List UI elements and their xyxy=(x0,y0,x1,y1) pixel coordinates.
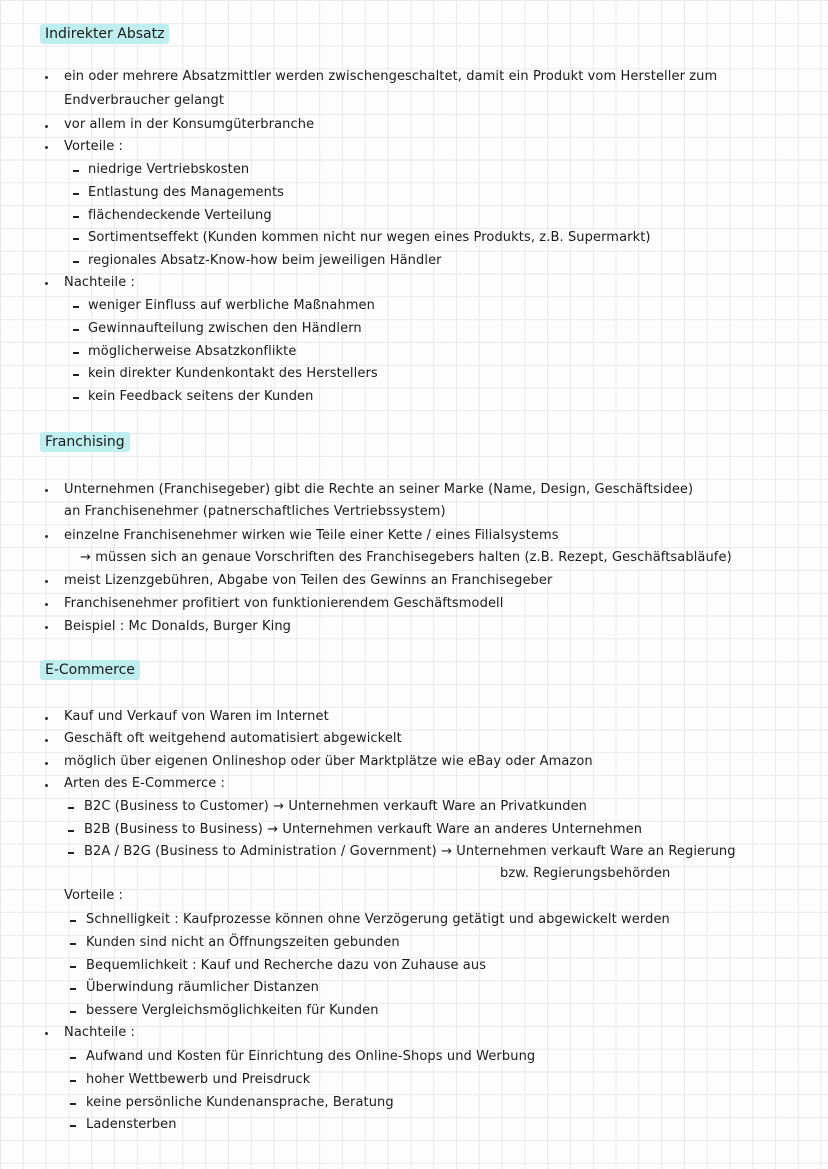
text-line: Unternehmen (Franchisegeber) gibt die Rechte an seiner Marke (Name, Design, Geschäftsidee) xyxy=(64,482,694,497)
list-item: Aufwand und Kosten für Einrichtung des Online-Shops und Werbung xyxy=(86,1049,536,1064)
list-item: keine persönliche Kundenansprache, Beratung xyxy=(86,1095,394,1110)
list-item: möglicherweise Absatzkonflikte xyxy=(88,344,297,359)
section-title-e-commerce: E-Commerce xyxy=(40,660,140,680)
bullet xyxy=(45,76,48,79)
section-title-indirekter-absatz: Indirekter Absatz xyxy=(40,24,169,44)
bullet xyxy=(45,626,48,629)
text-line: Endverbraucher gelangt xyxy=(64,93,225,108)
list-item: Bequemlichkeit : Kauf und Recherche dazu von Zuhause aus xyxy=(86,958,487,973)
list-item: niedrige Vertriebskosten xyxy=(88,162,250,177)
dash xyxy=(73,374,79,376)
list-item: Schnelligkeit : Kaufprozesse können ohne Verzögerung getätigt und abgewickelt werden xyxy=(86,912,670,927)
text-line: → müssen sich an genaue Vorschriften des Franchisegebers halten (z.B. Rezept, Geschäftsabläufe) xyxy=(80,550,732,565)
text-line: meist Lizenzgebühren, Abgabe von Teilen des Gewinns an Franchisegeber xyxy=(64,573,553,588)
dash xyxy=(73,306,79,308)
list-item: B2C (Business to Customer) → Unternehmen verkauft Ware an Privatkunden xyxy=(84,799,588,814)
dash xyxy=(70,943,76,945)
label-vorteile: Vorteile : xyxy=(64,888,124,903)
text-line: bzw. Regierungsbehörden xyxy=(500,866,671,881)
list-item: Kunden sind nicht an Öffnungszeiten gebunden xyxy=(86,935,400,950)
bullet xyxy=(45,125,48,128)
dash xyxy=(70,1125,76,1127)
dash xyxy=(70,988,76,990)
dash xyxy=(73,216,79,218)
dash xyxy=(68,807,74,809)
list-item: regionales Absatz-Know-how beim jeweiligen Händler xyxy=(88,253,442,268)
bullet xyxy=(45,717,48,720)
bullet xyxy=(45,580,48,583)
dash xyxy=(70,1080,76,1082)
list-item: Ladensterben xyxy=(86,1117,177,1132)
dash xyxy=(73,193,79,195)
section-title-franchising: Franchising xyxy=(40,432,130,452)
list-item: flächendeckende Verteilung xyxy=(88,208,272,223)
text-line: Beispiel : Mc Donalds, Burger King xyxy=(64,619,292,634)
text-line: Kauf und Verkauf von Waren im Internet xyxy=(64,709,329,724)
text-line: möglich über eigenen Onlineshop oder über Marktplätze wie eBay oder Amazon xyxy=(64,754,593,769)
bullet xyxy=(45,282,48,285)
dash xyxy=(68,852,74,854)
dash xyxy=(68,830,74,832)
dash xyxy=(73,238,79,240)
dash xyxy=(73,329,79,331)
dash xyxy=(73,352,79,354)
dash xyxy=(70,1103,76,1105)
list-item: bessere Vergleichsmöglichkeiten für Kunden xyxy=(86,1003,379,1018)
bullet xyxy=(45,146,48,149)
list-item: kein direkter Kundenkontakt des Herstellers xyxy=(88,366,378,381)
bullet xyxy=(45,603,48,606)
dash xyxy=(70,920,76,922)
list-item: Sortimentseffekt (Kunden kommen nicht nur wegen eines Produkts, z.B. Supermarkt) xyxy=(88,230,651,245)
label-nachteile: Nachteile : xyxy=(64,1025,136,1040)
list-item: kein Feedback seitens der Kunden xyxy=(88,389,314,404)
bullet xyxy=(45,1032,48,1035)
dash xyxy=(70,1011,76,1013)
bullet xyxy=(45,762,48,765)
bullet xyxy=(45,489,48,492)
text-line: Geschäft oft weitgehend automatisiert abgewickelt xyxy=(64,731,402,746)
dash xyxy=(70,1057,76,1059)
dash xyxy=(73,397,79,399)
text-line: einzelne Franchisenehmer wirken wie Teile einer Kette / eines Filialsystems xyxy=(64,528,559,543)
dash xyxy=(73,170,79,172)
list-item: Entlastung des Managements xyxy=(88,185,285,200)
list-item: hoher Wettbewerb und Preisdruck xyxy=(86,1072,311,1087)
text-line: ein oder mehrere Absatzmittler werden zwischengeschaltet, damit ein Produkt vom Hersteller zum xyxy=(64,69,718,84)
bullet xyxy=(45,784,48,787)
label-vorteile: Vorteile : xyxy=(64,139,124,154)
list-item: B2B (Business to Business) → Unternehmen verkauft Ware an anderes Unternehmen xyxy=(84,822,643,837)
label-arten: Arten des E-Commerce : xyxy=(64,776,226,791)
dash xyxy=(70,966,76,968)
list-item: weniger Einfluss auf werbliche Maßnahmen xyxy=(88,298,375,313)
bullet xyxy=(45,739,48,742)
text-line: an Franchisenehmer (patnerschaftliches Vertriebssystem) xyxy=(64,504,446,519)
dash xyxy=(73,261,79,263)
bullet xyxy=(45,535,48,538)
label-nachteile: Nachteile : xyxy=(64,275,136,290)
text-line: Franchisenehmer profitiert von funktionierendem Geschäftsmodell xyxy=(64,596,504,611)
list-item: Gewinnaufteilung zwischen den Händlern xyxy=(88,321,362,336)
list-item: B2A / B2G (Business to Administration / Government) → Unternehmen verkauft Ware an Regierung xyxy=(84,844,736,859)
list-item: Überwindung räumlicher Distanzen xyxy=(86,980,319,995)
text-line: vor allem in der Konsumgüterbranche xyxy=(64,117,315,132)
